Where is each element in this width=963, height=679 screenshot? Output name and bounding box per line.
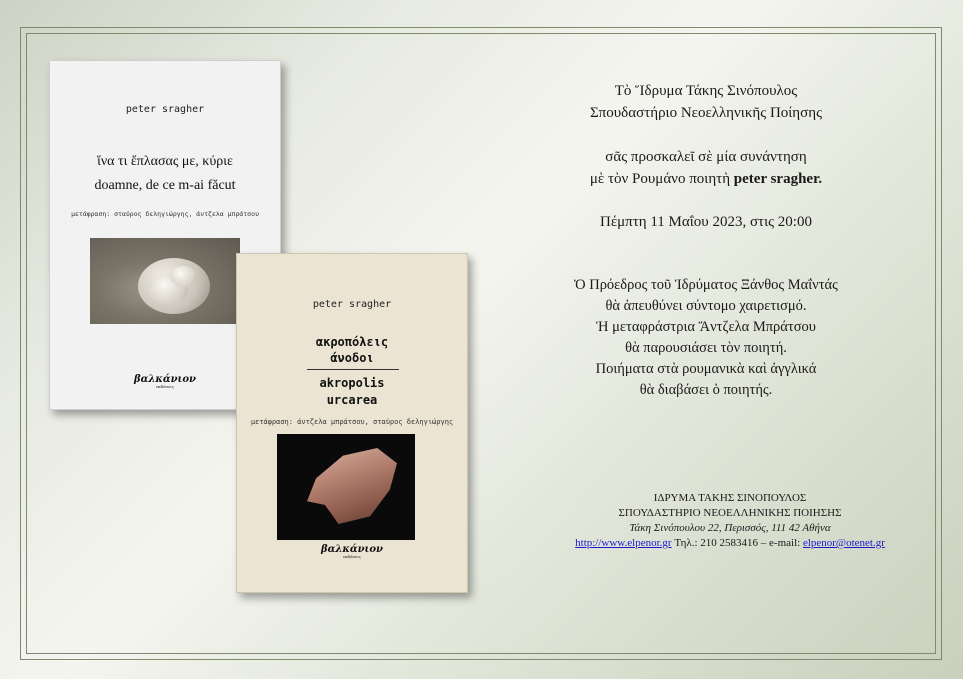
ruin-shape: [307, 448, 397, 524]
book1-stone-photo: [90, 238, 240, 324]
program-line: Ὁ Πρόεδρος τοῦ Ἱδρύματος Ξάνθος Μαΐντάς: [574, 277, 838, 293]
publisher-logo-sub: εκδόσεις: [343, 554, 361, 559]
program-line: θὰ ἀπευθύνει σύντομο χαιρετισμό.: [605, 298, 807, 314]
book1-title-line2: doamne, de ce m-ai făcut: [94, 178, 236, 193]
footer-org1: ΙΔΡΥΜΑ ΤΑΚΗΣ ΣΙΝΟΠΟΥΛΟΣ: [653, 492, 807, 504]
book2-author: peter sragher: [312, 299, 392, 310]
publisher-logo-sub: εκδόσεις: [156, 384, 174, 389]
book1-translators: μετάφραση: σταύρος δεληγιώργης, άντζελα μπράτσου: [71, 210, 259, 218]
event-date-text: Πέμπτη 11 Μαΐου 2023, στις 20:00: [600, 214, 812, 230]
program-text: [540, 275, 872, 401]
study-center-name: Σπουδαστήριο Νεοελληνικῆς Ποίησης: [589, 105, 823, 121]
book-cover-2: [236, 253, 468, 593]
poet-name: peter sragher.: [733, 171, 823, 187]
program-line: θὰ παρουσιάσει τὸν ποιητή.: [625, 340, 787, 356]
book2-ruin-photo: [277, 434, 415, 540]
book2-translators: μετάφραση: άντζελα μπράτσου, σταύρος δεληγιώργης: [250, 418, 454, 426]
foundation-name: Τὸ Ἵδρυμα Τάκης Σινόπουλος: [614, 83, 798, 99]
title-divider: [307, 369, 399, 370]
program-line: Ἡ μεταφράστρια Ἄντζελα Μπράτσου: [596, 319, 816, 335]
book1-title-greek: [50, 149, 280, 175]
invitation-text: [540, 146, 872, 190]
publisher-logo-text: βαλκάνιον: [134, 374, 196, 385]
publisher-logo: [237, 544, 467, 559]
event-date: [540, 211, 872, 233]
book2-title-greek-1: ακροπόλεις: [315, 335, 389, 349]
program-line: Ποιήματα στὰ ρουμανικὰ καὶ ἀγγλικά: [595, 361, 817, 377]
email-link[interactable]: elpenor@otenet.gr: [802, 537, 885, 549]
invitation-line2: [540, 168, 872, 190]
book2-title-romanian-2: urcarea: [326, 393, 378, 407]
website-link[interactable]: http://www.elpenor.gr: [575, 537, 672, 549]
publisher-logo-text: βαλκάνιον: [321, 544, 383, 555]
book2-title-greek-2: άνοδοι: [330, 351, 374, 365]
footer-org2: ΣΠΟΥΔΑΣΤΗΡΙΟ ΝΕΟΕΛΛΗΝΙΚΗΣ ΠΟΙΗΣΗΣ: [618, 507, 842, 519]
invitation-line2-prefix: μὲ τὸν Ρουμάνο ποιητὴ: [589, 171, 734, 187]
footer-address: Τάκη Σινόπουλου 22, Περισσός, 111 42 Αθήνα: [629, 522, 831, 534]
footer-phone: Τηλ.: 210 2583416 – e-mail:: [671, 537, 803, 549]
book1-author: peter sragher: [125, 104, 205, 115]
invitation-header: [552, 80, 860, 124]
stone-shape: [170, 266, 196, 286]
invitation-line1: σᾶς προσκαλεῖ σὲ μία συνάντηση: [605, 149, 807, 165]
book1-title-romanian: [50, 173, 280, 199]
program-line: θὰ διαβάσει ὁ ποιητής.: [639, 382, 773, 398]
book1-title-line1: ἵνα τι ἔπλασας με, κύριε: [97, 154, 233, 169]
footer-contacts: [540, 536, 920, 551]
book2-title-romanian-1: akropolis: [319, 376, 385, 390]
contact-footer: [540, 491, 920, 551]
